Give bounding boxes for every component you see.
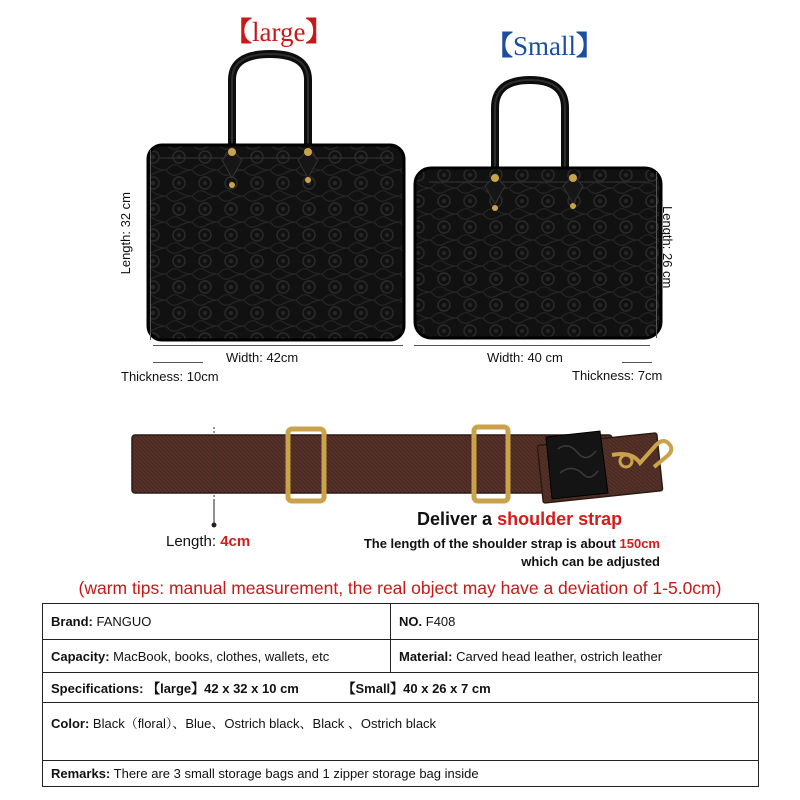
deliver-strap-heading: Deliver a shoulder strap — [417, 509, 623, 529]
small-thickness-line — [622, 362, 652, 363]
strap-length-label: Length: 4cm — [166, 533, 251, 550]
table-row — [43, 640, 759, 673]
large-thickness-line — [153, 362, 203, 363]
small-thickness-label: Thickness: 7cm — [572, 368, 663, 383]
color-cell: Color: Black（floral）、Blue、Ostrich black、Black 、Ostrich black — [43, 703, 759, 761]
small-bag-image — [405, 58, 670, 343]
table-row — [43, 673, 759, 703]
small-length-label: Length: 26 cm — [660, 206, 675, 289]
brand-cell: Brand: FANGUO — [43, 604, 391, 640]
large-width-label: Width: 42cm — [226, 350, 299, 365]
small-size-title: 【Small】 — [486, 31, 604, 61]
specifications-cell: Specifications: 【large】42 x 32 x 10 cm 【Small】40 x 26 x 7 cm — [43, 673, 759, 703]
material-cell: Material: Carved head leather, ostrich leather — [391, 640, 759, 673]
capacity-cell: Capacity: MacBook, books, clothes, wallets, etc — [43, 640, 391, 673]
table-row — [43, 604, 759, 640]
large-bag-image — [140, 40, 410, 345]
large-thickness-label: Thickness: 10cm — [121, 369, 219, 384]
large-title-text: large — [252, 17, 306, 47]
large-size-title: 【large】 — [225, 17, 333, 47]
large-width-line — [153, 345, 403, 346]
model-number-cell: NO. F408 — [391, 604, 759, 640]
small-length-line — [656, 172, 657, 338]
large-length-label: Length: 32 cm — [118, 192, 133, 275]
strap-length-note: The length of the shoulder strap is about 150cm which can be adjusted — [363, 536, 660, 569]
small-width-line — [414, 345, 650, 346]
spec-table — [42, 603, 759, 787]
small-title-text: Small — [513, 31, 577, 61]
table-row — [43, 703, 759, 761]
warm-tips-note: (warm tips: manual measurement, the real object may have a deviation of 1-5.0cm) — [78, 578, 722, 598]
table-row — [43, 761, 759, 787]
small-width-label: Width: 40 cm — [487, 350, 563, 365]
large-length-line — [150, 150, 151, 340]
remarks-cell: Remarks: There are 3 small storage bags and 1 zipper storage bag inside — [43, 761, 759, 787]
